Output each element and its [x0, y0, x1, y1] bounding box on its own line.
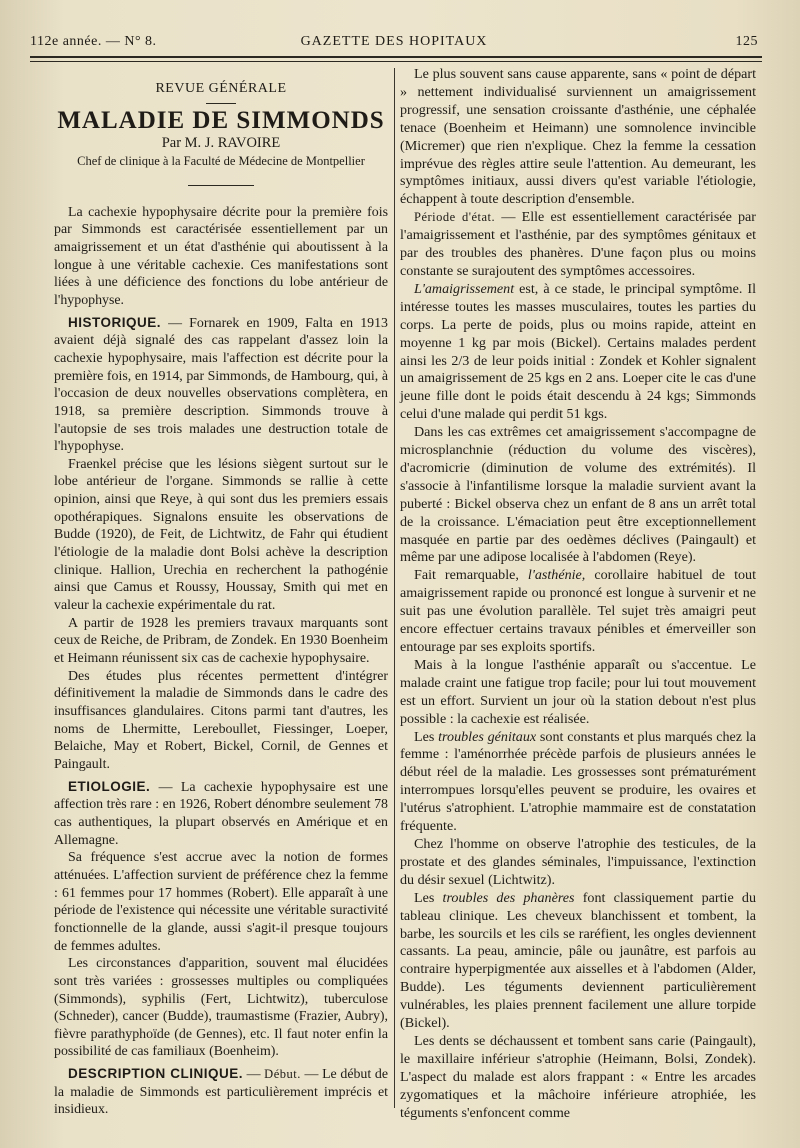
- journal-name: GAZETTE DES HOPITAUX: [300, 34, 488, 49]
- body-paragraph: Les dents se déchaussent et tombent sans carie (Paingault), le maxillaire inférieur s'atrophie (Heimann, Bolsi, Zondek). L'aspect du malade est alors frappant : « Entre les arcades zygomatiques et la mâchoire inférieure atrophiée, les téguments s'enfoncent comme: [400, 1032, 756, 1121]
- running-header: [30, 20, 758, 50]
- body-paragraph: Dans les cas extrêmes cet amaigrissement s'accompagne de microsplanchnie (réduction du volume des viscères), d'acromicrie (diminution de volume des extrémités). Il s'associe à l'infantilisme lorsque la maladie survient avant la puberté : Bickel observa chez un enfant de 8 ans un arrêt total de la croissance. L'émaciation peut être exceptionnellement masquée en partie par des oedèmes déclives (Paingault) et même par une adipose localisée à l'abdomen (Reye).: [400, 424, 756, 566]
- phaneres-paragraph: Les troubles des phanères font classiquement partie du tableau clinique. Les cheveux blanchissent et tombent, la barbe, les sourcils et les cils se raréfient, les ongles deviennent cassants. La peau, amincie, pâle ou jaunâtre, est parfois au contraire hyperpigmentée aux aisselles et à l'abdomen (Alder, Budde). Les téguments deviennent particulièrement vulnérables, les plaies prennent facilement une allure torpide (Bickel).: [400, 889, 756, 1032]
- body-paragraph: Sa fréquence s'est accrue avec la notion de formes atténuées. L'affection survient de préférence chez la femme : 61 femmes pour 17 hommes (Robert). Elle apparaît à une période de l'existence qui nécessite une véritable suractivité fonctionnelle de la glande, aussi s'agit-il presque toujours de femmes adultes.: [54, 850, 388, 954]
- description-heading: DESCRIPTION CLINIQUE.: [68, 1066, 243, 1082]
- body-paragraph: Des études plus récentes permettent d'intégrer définitivement la maladie de Simmonds dans le cadre des insuffisances glandulaires. Citons parmi tant d'autres, les noms de Lhermitte, Lereboullet, Fiessinger, Loeper, Belaiche, May et Robert, Bickel, Cornil, de Gennes et Paingault.: [54, 668, 388, 772]
- troubles-genitaux-paragraph: Les troubles génitaux sont constants et plus marqués chez la femme : l'aménorrhée précède parfois de plusieurs années le début réel de la maladie. Les grossesses sont prématurément interrompues lorsqu'elles peuvent se produire, les ovaires et l'utérus s'atrophient. L'atrophie mammaire est de constatation fréquente.: [400, 728, 756, 835]
- amaigrissement-paragraph: L'amaigrissement est, à ce stade, le principal symptôme. Il intéresse toutes les masses musculaires, toutes les parties du corps. La perte de poids, plus ou moins rapide, atteint en moyenne 1 kg par mois (Bickel). Certains malades perdent ainsi les 2/3 de leur poids initial : Zondek et Kohler signalent un amaigrissement de 25 kgs en 2 ans. Loeper cite le cas d'une jeune fille dont le poids était descendu à 24 kgs; Simmonds celui d'une malade qui perdit 51 kgs.: [400, 280, 756, 423]
- title-rule: [206, 103, 236, 104]
- section-label: REVUE GÉNÉRALE: [155, 81, 287, 96]
- header-rule-thin: [30, 61, 762, 62]
- left-column: [54, 66, 388, 1119]
- author-line: Par M. J. RAVOIRE: [161, 135, 281, 152]
- periode-heading: Période d'état.: [414, 210, 496, 225]
- body-paragraph: Fraenkel précise que les lésions siègent surtout sur le lobe antérieur de l'organe. Simmonds se rallie à cette opinion, ainsi que Reye, à qui sont dus les premiers essais opothérapiques. Signalons ensuite les observations de Budde (1920), de Feit, de Lichtwitz, de Fahr qui étudient l'étiologie de la maladie dont Bolsi achève la description clinique. Hallion, Urechia en recherchent la pathogénie ainsi que Camus et Roussy, Houssay, Smith qui met en valeur la cachexie expérimentale du rat.: [54, 456, 388, 614]
- periode-paragraph: Période d'état. — Elle est essentiellement caractérisée par l'amaigrissement et l'asthénie, par des symptômes génitaux et par des troubles des phanères. D'une façon plus ou moins constante se surajoutent des symptômes accessoires.: [400, 209, 756, 279]
- asthenie-paragraph: Fait remarquable, l'asthénie, corollaire habituel de tout amaigrissement rapide ou prononcé est longue à survenir et ne suit pas une évolution parallèle. Tel sujet très amaigri peut encore effectuer certains travaux pénibles et émerveiller son entourage par ses exploits sportifs.: [400, 567, 756, 655]
- article-title: MALADIE DE SIMMONDS: [57, 106, 385, 134]
- description-paragraph: DESCRIPTION CLINIQUE. — Début. — Le début de la maladie de Simmonds est particulièrement imprécis et insidieux.: [54, 1066, 389, 1118]
- body-paragraph: Chez l'homme on observe l'atrophie des testicules, de la prostate et des glandes séminales, l'impuissance, l'extinction du désir sexuel (Lichtwitz).: [400, 835, 756, 888]
- body-paragraph: Le plus souvent sans cause apparente, sans « point de départ » nettement individualisé surviennent un amaigrissement progressif, une sensation croissante d'asthénie, une céphalée tenace (Boenheim et Heimann) une somnolence invincible (Micremer) que rien n'explique. Chez la femme la cessation imprévue des règles attire seule l'attention. Au demeurant, les symptômes initiaux, aussi divers qu'est variable l'étiologie, échappent à toute description d'ensemble.: [400, 66, 756, 208]
- body-paragraph: A partir de 1928 les premiers travaux marquants sont ceux de Reiche, de Pribram, de Zondek. En 1930 Boenheim et Heimann réunissent six cas de cachexie hypophysaire.: [54, 615, 388, 667]
- intro-rule: [188, 185, 254, 186]
- etiologie-heading: ETIOLOGIE.: [68, 778, 151, 794]
- page-number: 125: [735, 34, 758, 49]
- right-column: [400, 66, 756, 1122]
- author-affiliation: Chef de clinique à la Faculté de Médecine de Montpellier: [77, 153, 365, 168]
- body-paragraph: Les circonstances d'apparition, souvent mal élucidées sont très variées : grossesses multiples ou compliquées (Simmonds), syphilis (Fert, Lichtwitz), tuberculose (Schneder), cancer (Budde), traumastisme (Frazier, Aubry), fièvre parathyphoïde (de Gennes), etc. Il faut noter enfin la possibilité de cas familiaux (Boenheim).: [54, 956, 388, 1060]
- historique-heading: HISTORIQUE.: [68, 314, 162, 330]
- historique-paragraph: HISTORIQUE. — Fornarek en 1909, Falta en 1913 avaient déjà signalé des cas rappelant d'assez loin la cachexie hypophysaire, mais l'affection est décrite pour la première fois, en 1914, par Simmonds, de Hambourg, qui, à l'occasion de deux nouvelles observations complètera, en 1918, sa première description. Simmonds trouve à l'autopsie de ses trois malades une destruction totale de l'hypophyse.: [54, 314, 388, 455]
- column-divider: [394, 68, 395, 1108]
- debut-subheading: Début.: [264, 1067, 301, 1082]
- intro-paragraph: La cachexie hypophysaire décrite pour la première fois par Simmonds est caractérisée essentiellement par un amaigrissement et un état d'asthénie qui aboutissent à la longue à une véritable cachexie. Ces manifestations sont liées à une déficience des fonctions du lobe antérieur de l'hypophyse.: [54, 204, 388, 308]
- header-rule: [30, 56, 762, 58]
- etiologie-paragraph: ETIOLOGIE. — La cachexie hypophysaire est une affection très rare : en 1926, Robert dénombre seulement 78 cas authentiques, la plupart observés en Amérique et en Allemagne.: [54, 778, 388, 848]
- body-paragraph: Mais à la longue l'asthénie apparaît ou s'accentue. Le malade craint une fatigue trop facile; pour lui tout mouvement est un effort. Survient un jour où la station debout n'est plus possible : la cachexie est réalisée.: [400, 656, 756, 727]
- issue-number: 112e année. — N° 8.: [30, 34, 157, 49]
